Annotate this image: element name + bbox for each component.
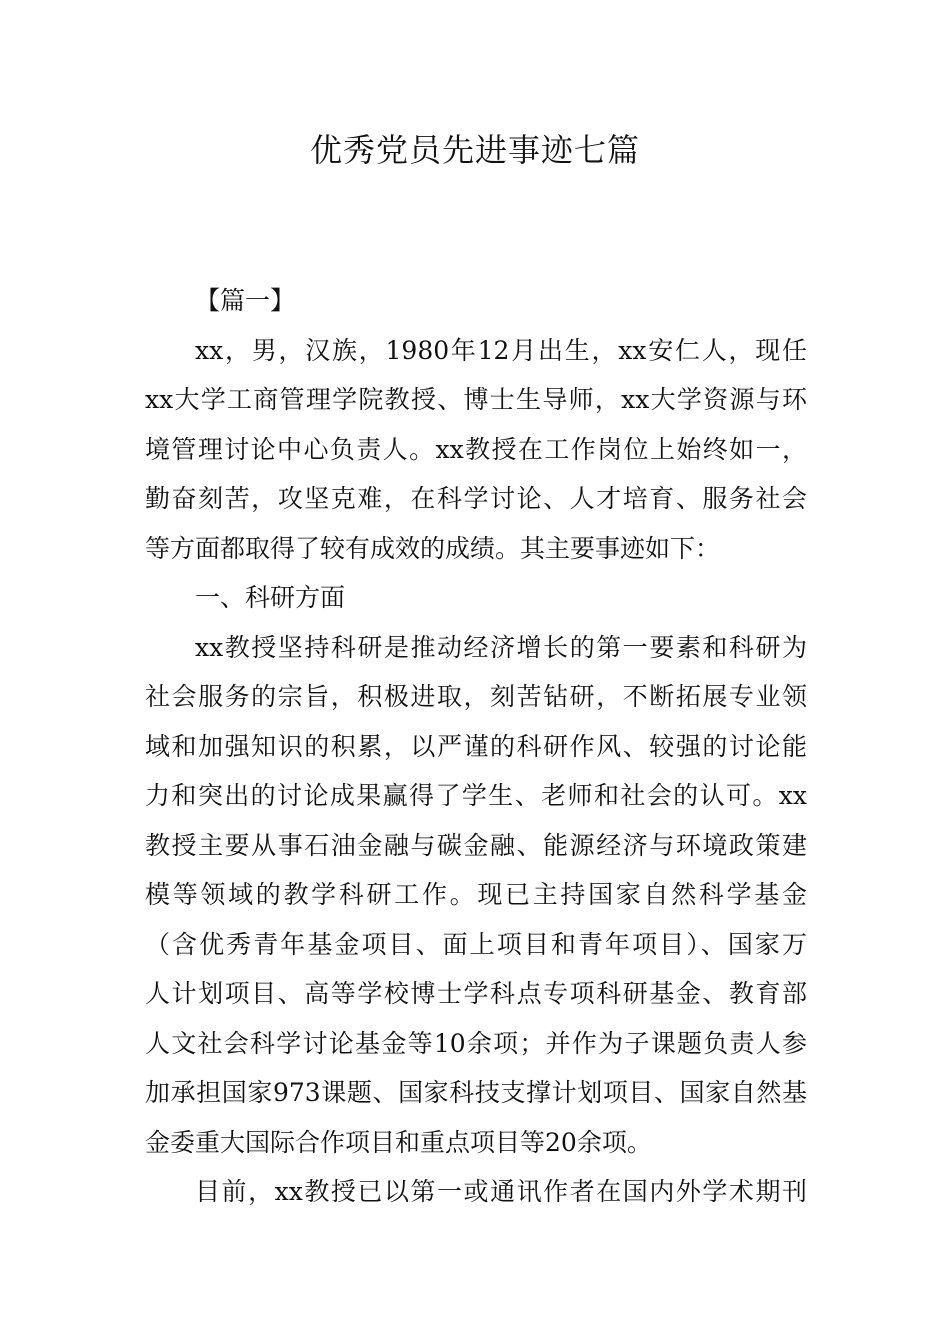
- text-line: 力和突出的讨论成果赢得了学生、老师和社会的认可。xx: [145, 781, 807, 810]
- text-line: xx，男，汉族，1980年12月出生，xx安仁人，现任: [195, 335, 807, 365]
- text-line: 勤奋刻苦，攻坚克难，在科学讨论、人才培育、服务社会: [145, 484, 807, 513]
- section-heading: 一、科研方面: [195, 583, 346, 612]
- text-line: xx教授坚持科研是推动经济增长的第一要素和科研为: [195, 632, 807, 662]
- text-line: 境管理讨论中心负责人。xx教授在工作岗位上始终如一，: [145, 434, 807, 464]
- text-line: 人文社会科学讨论基金等10余项；并作为子课题负责人参: [145, 1028, 807, 1058]
- text-line: 目前，xx教授已以第一或通讯作者在国内外学术期刊: [195, 1177, 807, 1206]
- text-line: 人计划项目、高等学校博士学科点专项科研基金、教育部: [145, 979, 807, 1008]
- text-line: 教授主要从事石油金融与碳金融、能源经济与环境政策建: [145, 830, 807, 860]
- document-body: [145, 276, 807, 1217]
- text-line: 域和加强知识的积累，以严谨的科研作风、较强的讨论能: [145, 731, 807, 761]
- text-line: xx大学工商管理学院教授、博士生导师，xx大学资源与环: [145, 385, 807, 414]
- text-line: 加承担国家973课题、国家科技支撑计划项目、国家自然基: [145, 1078, 807, 1107]
- text-line: 社会服务的宗旨，积极进取，刻苦钻研，不断拓展专业领: [145, 682, 807, 711]
- text-line: 【篇一】: [195, 286, 296, 315]
- text-line: 模等领域的教学科研工作。现已主持国家自然科学基金: [145, 880, 807, 909]
- document-title: 优秀党员先进事迹七篇: [309, 131, 640, 169]
- text-line: 金委重大国际合作项目和重点项目等20余项。: [145, 1127, 652, 1157]
- text-line: 等方面都取得了较有成效的成绩。其主要事迹如下：: [145, 533, 721, 563]
- text-line: （含优秀青年基金项目、面上项目和青年项目）、国家万: [145, 929, 807, 959]
